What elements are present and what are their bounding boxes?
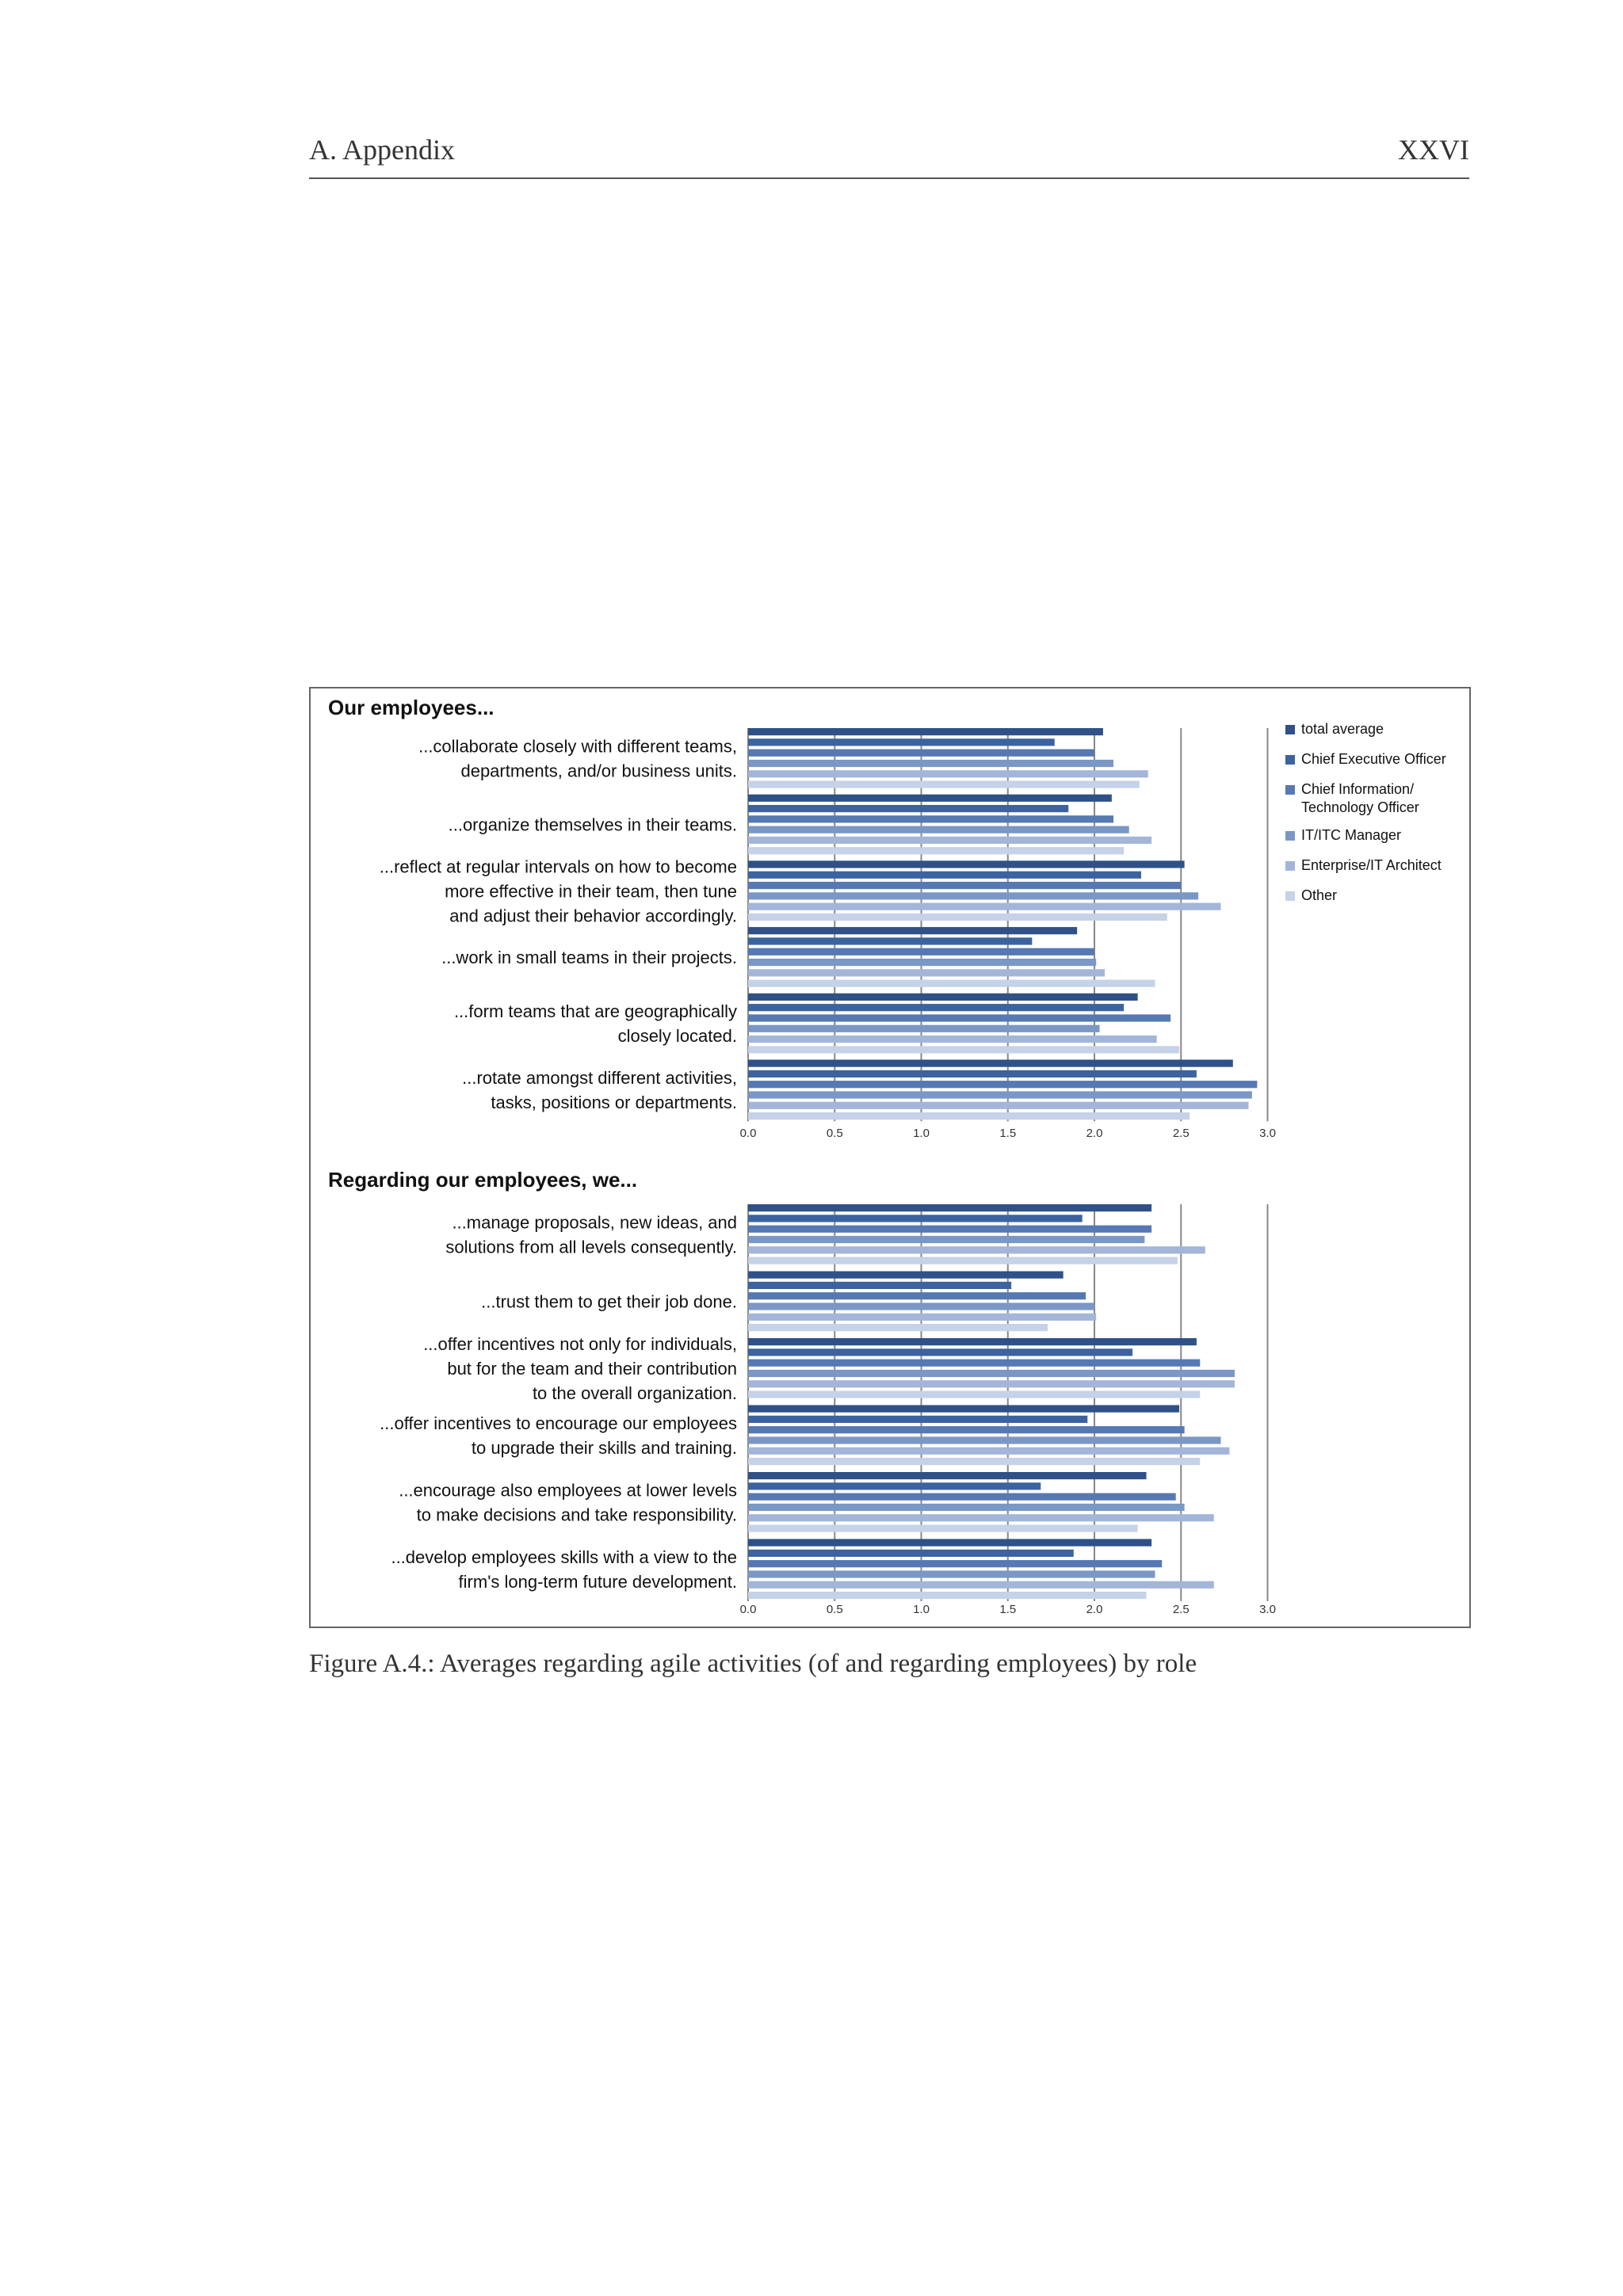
bar — [748, 795, 1112, 802]
bar — [748, 770, 1148, 777]
bar — [748, 1539, 1151, 1547]
bar — [748, 728, 1103, 735]
bar — [748, 1236, 1144, 1243]
category-label: departments, and/or business units. — [460, 761, 737, 781]
category-label: ...develop employees skills with a view to the — [391, 1547, 737, 1567]
bar — [748, 1324, 1048, 1331]
category-label: more effective in their team, then tune — [445, 881, 737, 902]
bar — [748, 1525, 1138, 1532]
bar — [748, 882, 1181, 889]
legend-label: total average — [1301, 721, 1384, 737]
x-tick-label: 0.5 — [826, 1603, 843, 1616]
category-label: ...work in small teams in their projects. — [441, 947, 737, 967]
bar — [748, 1447, 1229, 1455]
x-tick-label: 1.5 — [999, 1127, 1017, 1140]
bar — [748, 892, 1198, 899]
legend-label: Other — [1301, 887, 1338, 903]
bar — [748, 1338, 1197, 1345]
bar — [748, 994, 1138, 1001]
category-label: ...reflect at regular intervals on how to become — [379, 856, 737, 877]
bar — [748, 1272, 1064, 1279]
chapter-title: A. Appendix — [309, 134, 455, 166]
bar — [748, 781, 1140, 788]
bar — [748, 1292, 1086, 1299]
bar — [748, 969, 1105, 976]
bar — [748, 871, 1141, 879]
panel-title: Regarding our employees, we... — [328, 1168, 638, 1192]
bar — [748, 815, 1113, 822]
bar — [748, 1570, 1155, 1577]
x-tick-label: 3.0 — [1259, 1603, 1276, 1616]
legend-label: Chief Information/ Technology Officer — [1301, 781, 1419, 815]
bar — [748, 805, 1068, 812]
figure-caption: Figure A.4.: Averages regarding agile activities (of and regarding employees) by role — [309, 1650, 1197, 1678]
category-label: ...offer incentives not only for individuals, — [423, 1333, 737, 1354]
legend-label: Chief Executive Officer — [1301, 751, 1446, 767]
bar — [748, 1592, 1147, 1599]
bar — [748, 903, 1221, 910]
category-label: ...trust them to get their job done. — [481, 1291, 737, 1312]
bar — [748, 1226, 1151, 1233]
legend-label: IT/ITC Manager — [1301, 827, 1402, 843]
category-label: closely located. — [617, 1026, 737, 1047]
bar — [748, 1436, 1221, 1444]
bar — [748, 860, 1185, 868]
x-tick-label: 0.0 — [739, 1127, 757, 1140]
bar — [748, 1215, 1083, 1222]
bar — [748, 1314, 1096, 1321]
category-label: ...rotate amongst different activities, — [462, 1067, 737, 1088]
bar — [748, 1091, 1252, 1098]
bar — [748, 1458, 1200, 1465]
bar — [748, 927, 1077, 934]
category-label: and adjust their behavior accordingly. — [449, 906, 737, 926]
bar — [748, 1370, 1235, 1377]
bar-chart — [311, 688, 1469, 1627]
bar — [748, 1581, 1214, 1589]
legend-swatch — [1285, 755, 1295, 765]
bar — [748, 1405, 1179, 1413]
bar — [748, 959, 1096, 966]
bar — [748, 760, 1113, 767]
legend-swatch — [1285, 785, 1295, 795]
bar — [748, 1550, 1074, 1557]
x-tick-label: 3.0 — [1259, 1127, 1276, 1140]
bar — [748, 1004, 1124, 1011]
bar — [748, 937, 1032, 944]
category-label: to the overall organization. — [532, 1383, 737, 1403]
category-label: solutions from all levels consequently. — [445, 1237, 737, 1257]
x-tick-label: 1.0 — [913, 1127, 930, 1140]
bar — [748, 837, 1151, 844]
x-tick-label: 0.5 — [826, 1127, 843, 1140]
bar — [748, 847, 1124, 854]
x-tick-label: 2.0 — [1086, 1603, 1103, 1616]
bar — [748, 913, 1167, 921]
category-label: ...collaborate closely with different teams, — [418, 736, 737, 757]
bar — [748, 1025, 1100, 1032]
bar — [748, 1060, 1233, 1067]
category-label: to make decisions and take responsibility. — [416, 1505, 737, 1525]
panel-title: Our employees... — [328, 696, 495, 719]
bar — [748, 1081, 1257, 1088]
bar — [748, 1246, 1205, 1253]
bar — [748, 1046, 1179, 1053]
category-label: ...encourage also employees at lower levels — [399, 1480, 737, 1501]
bar — [748, 1426, 1185, 1433]
bar — [748, 1014, 1170, 1021]
category-label: ...offer incentives to encourage our employees — [380, 1413, 737, 1433]
x-tick-label: 0.0 — [739, 1603, 757, 1616]
category-label: firm's long-term future development. — [458, 1571, 737, 1592]
category-label: ...form teams that are geographically — [453, 1001, 737, 1022]
bar — [748, 1514, 1214, 1521]
bar — [748, 1560, 1162, 1567]
page-header — [309, 133, 1469, 179]
bar — [748, 1360, 1200, 1367]
category-label: to upgrade their skills and training. — [471, 1437, 737, 1458]
bar — [748, 1416, 1087, 1423]
bar — [748, 749, 1094, 757]
bar — [748, 1472, 1147, 1479]
legend-swatch — [1285, 725, 1295, 734]
figure-frame — [309, 687, 1471, 1628]
bar — [748, 948, 1094, 955]
bar — [748, 1380, 1235, 1387]
bar — [748, 1282, 1011, 1289]
bar — [748, 1482, 1041, 1489]
bar — [748, 1504, 1185, 1511]
legend-swatch — [1285, 831, 1295, 841]
bar — [748, 1204, 1151, 1211]
bar — [748, 1493, 1176, 1501]
category-label: but for the team and their contribution — [447, 1358, 737, 1379]
bar — [748, 1348, 1132, 1356]
x-tick-label: 1.0 — [913, 1603, 930, 1616]
legend-swatch — [1285, 891, 1295, 901]
category-label: ...organize themselves in their teams. — [448, 814, 737, 835]
legend-swatch — [1285, 861, 1295, 871]
bar — [748, 1102, 1248, 1109]
bar — [748, 1257, 1178, 1264]
x-tick-label: 2.0 — [1086, 1127, 1103, 1140]
bar — [748, 1302, 1094, 1310]
x-tick-label: 2.5 — [1172, 1603, 1190, 1616]
x-tick-label: 1.5 — [999, 1603, 1017, 1616]
bar — [748, 1035, 1157, 1043]
page-number: XXVI — [1398, 134, 1469, 166]
bar — [748, 826, 1129, 833]
bar — [748, 1112, 1190, 1119]
bar — [748, 980, 1155, 987]
category-label: ...manage proposals, new ideas, and — [452, 1212, 737, 1233]
bar — [748, 738, 1055, 746]
category-label: tasks, positions or departments. — [491, 1092, 737, 1112]
bar — [748, 1070, 1197, 1077]
bar — [748, 1391, 1200, 1398]
legend-label: Enterprise/IT Architect — [1301, 857, 1442, 873]
x-tick-label: 2.5 — [1172, 1127, 1190, 1140]
